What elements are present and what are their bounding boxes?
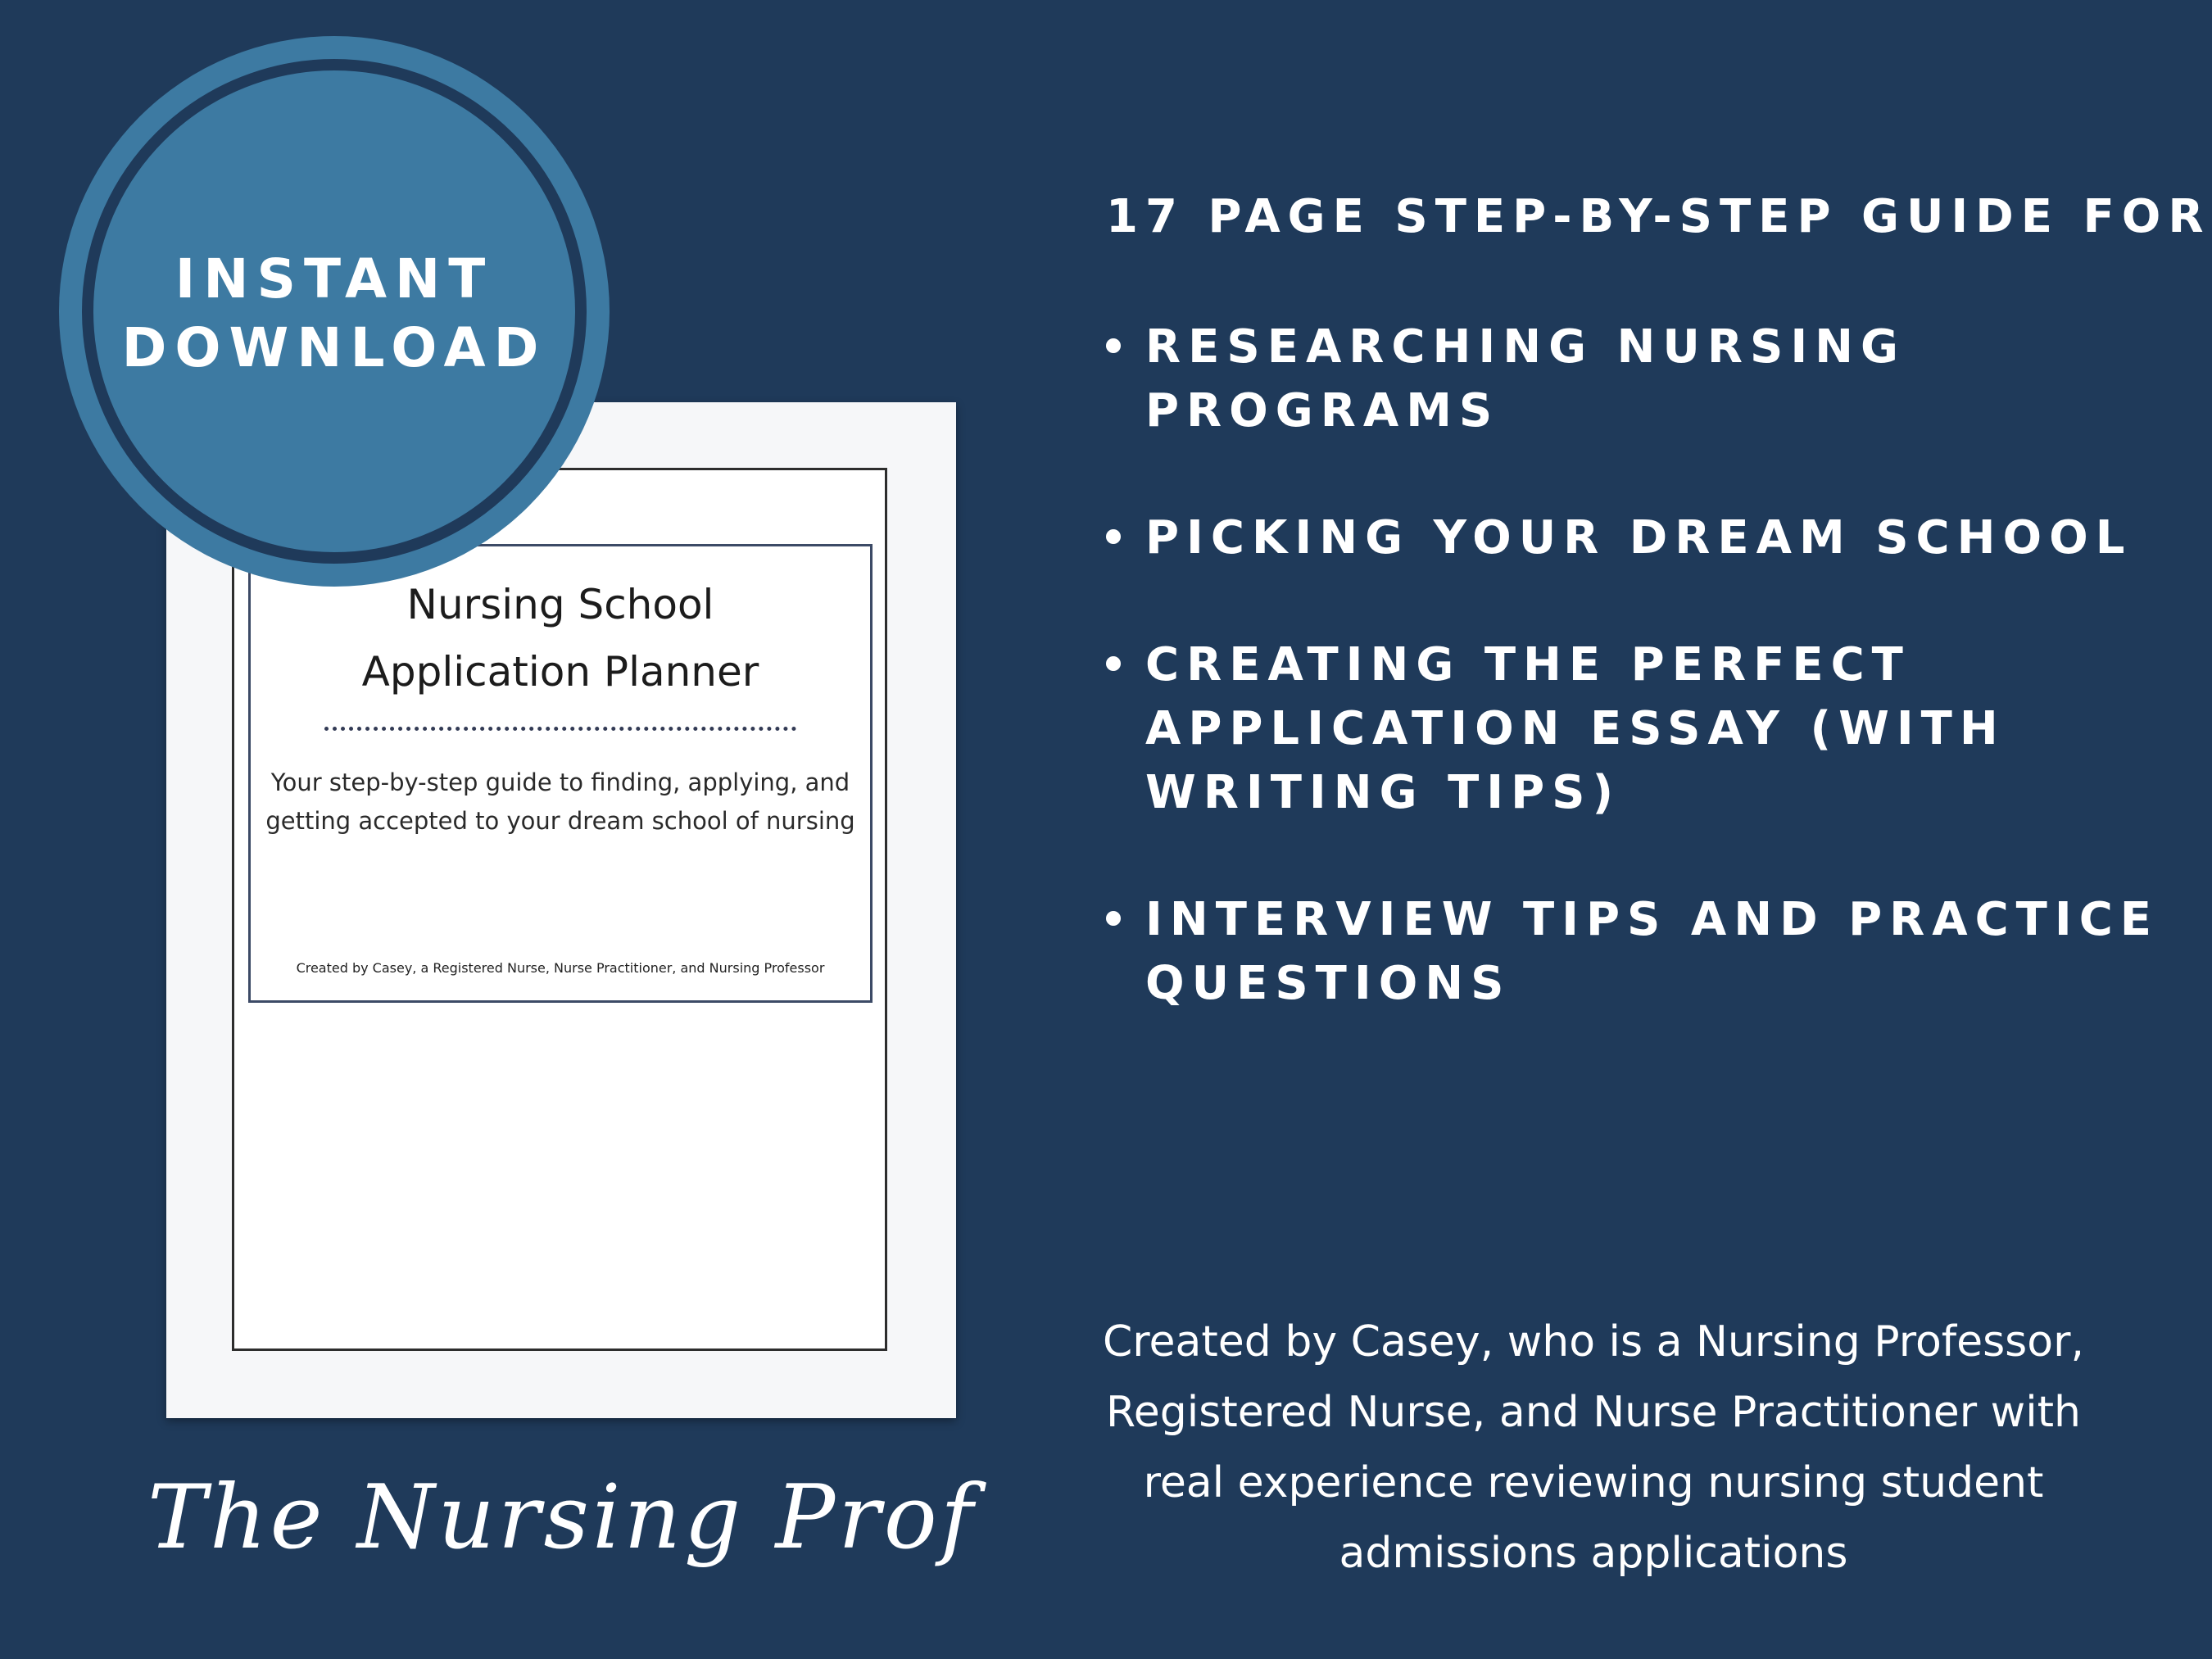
feature-item [1106, 506, 2133, 570]
planner-page [232, 468, 887, 1351]
feature-line: PICKING YOUR DREAM SCHOOL [1145, 511, 2133, 564]
planner-subtitle [259, 764, 862, 841]
planner-cover [248, 544, 873, 1003]
planner-credit: Created by Casey, a Registered Nurse, Nurse Practitioner, and Nursing Professor [296, 960, 825, 976]
planner-subtitle-line: getting accepted to your dream school of nursing [265, 807, 855, 835]
author-line: Registered Nurse, and Nurse Practitioner with [1105, 1388, 2081, 1437]
feature-item [1106, 888, 2160, 1016]
feature-line: QUESTIONS [1145, 957, 1512, 1010]
feature-line: PROGRAMS [1145, 384, 1500, 437]
bullet-icon [1106, 656, 1121, 671]
planner-divider [324, 727, 796, 731]
feature-text [1145, 888, 2160, 1016]
badge-label [59, 245, 610, 383]
bullet-icon [1106, 338, 1121, 353]
feature-line: WRITING TIPS) [1145, 766, 1621, 819]
author-line: admissions applications [1339, 1529, 1848, 1578]
feature-text [1145, 315, 2122, 443]
brand-signature: The Nursing Prof [147, 1466, 977, 1569]
features-heading: 17 PAGE STEP-BY-STEP GUIDE FOR [1106, 190, 2211, 243]
feature-text [1145, 506, 2133, 570]
features-list [1106, 315, 2160, 1079]
feature-item [1106, 315, 2122, 443]
feature-text [1145, 633, 2122, 825]
planner-title-line: Application Planner [361, 648, 759, 696]
feature-line: APPLICATION ESSAY (WITH [1145, 702, 2006, 755]
badge-line: INSTANT [175, 247, 494, 310]
bullet-icon [1106, 529, 1121, 544]
planner-title [251, 571, 870, 705]
badge-line: DOWNLOAD [121, 316, 547, 379]
author-description [1049, 1307, 2138, 1589]
author-line: Created by Casey, who is a Nursing Professor, [1103, 1317, 2084, 1367]
author-line: real experience reviewing nursing student [1143, 1458, 2044, 1507]
feature-line: CREATING THE PERFECT [1145, 638, 1911, 691]
feature-line: RESEARCHING NURSING [1145, 320, 1906, 374]
instant-download-badge [59, 36, 610, 587]
feature-line: INTERVIEW TIPS AND PRACTICE [1145, 893, 2160, 946]
feature-item [1106, 633, 2122, 825]
planner-title-line: Nursing School [406, 581, 714, 628]
planner-subtitle-line: Your step-by-step guide to finding, applying, and [270, 768, 850, 796]
bullet-icon [1106, 911, 1121, 926]
